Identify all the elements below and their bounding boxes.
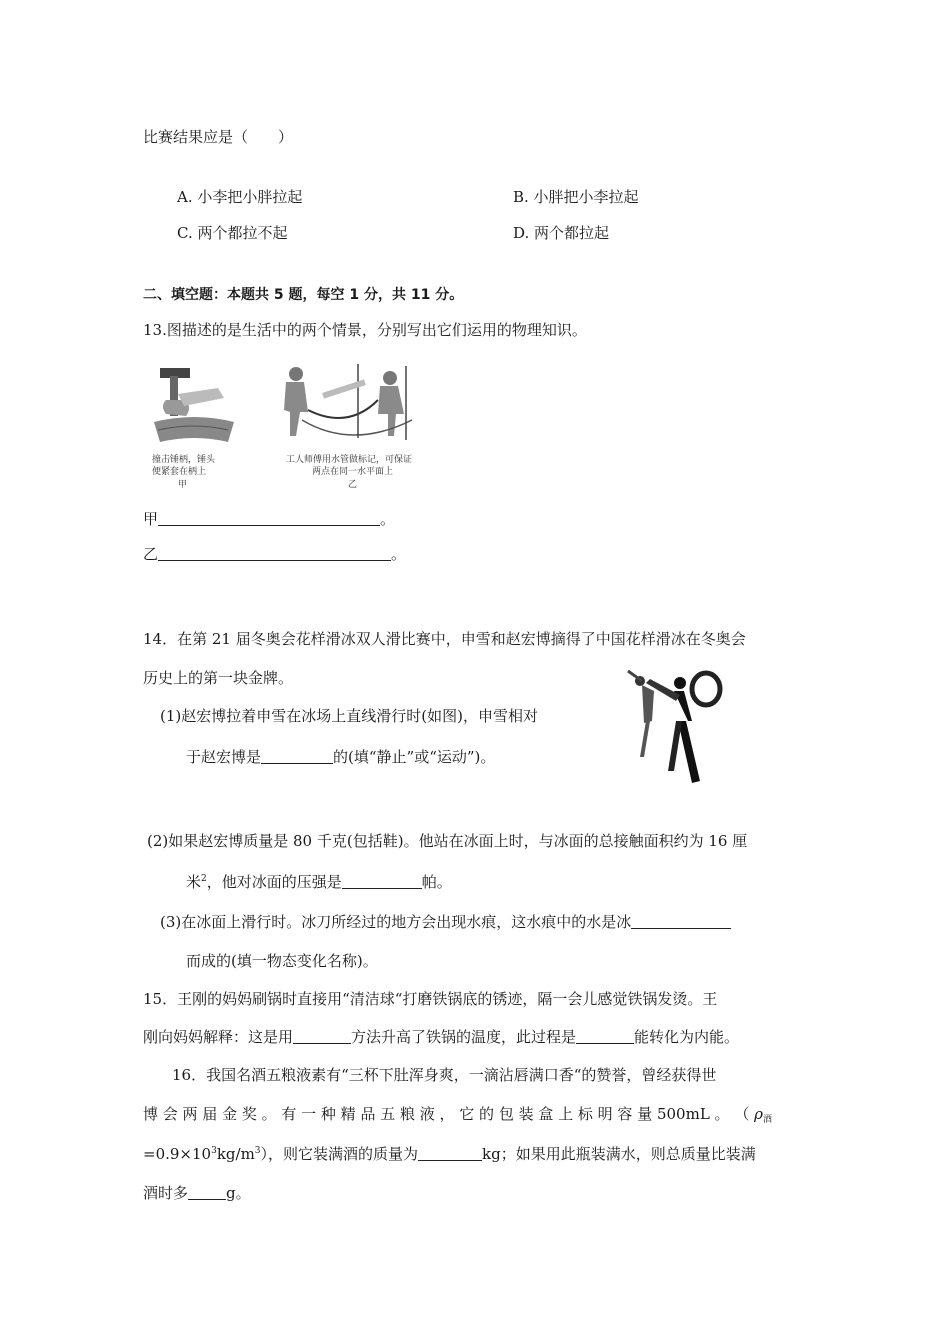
q13-blank-yi-prefix: 乙 bbox=[143, 545, 159, 563]
q12-option-c: C. 两个都拉不起 bbox=[177, 224, 288, 242]
q16-superscript-2: 3 bbox=[254, 1146, 261, 1156]
water-level-figure-label: 乙 bbox=[348, 480, 358, 490]
density-symbol: ρ bbox=[754, 1105, 763, 1123]
q16-line3 bbox=[143, 1146, 756, 1162]
q16-text-f: g。 bbox=[226, 1184, 251, 1202]
q14-part3-text: (3)在冰面上滑行时。冰刀所经过的地方会出现水痕，这水痕中的水是冰 bbox=[160, 913, 632, 931]
q16-line1: 16．我国名酒五粮液素有“三杯下肚浑身爽，一滴沾唇满口香“的赞誉，曾经获得世 bbox=[172, 1066, 717, 1084]
section-heading: 二、填空题：本题共 5 题，每空 1 分，共 11 分。 bbox=[143, 287, 464, 303]
water-level-caption-line1: 工人师傅用水管做标记，可保证 bbox=[286, 455, 413, 465]
q14-part2-text-c: 帕。 bbox=[421, 873, 452, 891]
q14-part3-line1 bbox=[160, 914, 731, 930]
density-subscript: 酒 bbox=[762, 1115, 772, 1125]
q16-text-c: ），则它装满酒的质量为 bbox=[260, 1145, 419, 1163]
q14-part2-superscript: 2 bbox=[201, 874, 207, 884]
q13-blank-yi-suffix: 。 bbox=[391, 545, 407, 563]
answer-blank[interactable] bbox=[576, 1029, 634, 1044]
answer-blank[interactable] bbox=[631, 914, 731, 929]
q16-superscript-1: 3 bbox=[211, 1146, 217, 1156]
q14-part3-line2: 而成的(填一物态变化名称)。 bbox=[186, 952, 378, 970]
answer-blank[interactable] bbox=[293, 1029, 351, 1044]
q14-stem-line1: 14．在第 21 届冬奥会花样滑冰双人滑比赛中，申雪和赵宏博摘得了中国花样滑冰在冬奥会 bbox=[143, 630, 746, 648]
answer-blank[interactable] bbox=[342, 874, 422, 889]
q16-text-line2: 博 会 两 届 金 奖 。 有 一 种 精 品 五 粮 液 ， 它 的 包 装 盒 上 标 明 容 量 500mL 。 （ bbox=[143, 1105, 750, 1123]
q14-part1-text-a: 于赵宏博是 bbox=[186, 748, 262, 766]
q16-text-b: kg/m bbox=[216, 1145, 255, 1163]
q13-blank-jia-suffix: 。 bbox=[380, 510, 396, 528]
q16-line4 bbox=[143, 1185, 251, 1201]
answer-blank[interactable] bbox=[158, 511, 380, 526]
answer-blank[interactable] bbox=[418, 1146, 482, 1161]
hammer-caption-line1: 撞击锤柄，锤头 bbox=[152, 455, 216, 465]
q13-figure-water-level bbox=[272, 360, 432, 490]
figure-skating-image-icon bbox=[618, 665, 730, 787]
q14-part1-line1: (1)赵宏博拉着申雪在冰场上直线滑行时(如图)，申雪相对 bbox=[160, 707, 538, 725]
q15-text-a: 刚向妈妈解释：这是用 bbox=[143, 1028, 294, 1046]
answer-blank[interactable] bbox=[188, 1185, 226, 1200]
q16-text-d: kg；如果用此瓶装满水，则总质量比装满 bbox=[482, 1145, 756, 1163]
q16-line2 bbox=[143, 1107, 772, 1125]
hammer-figure-label: 甲 bbox=[178, 480, 188, 490]
q15-line1: 15．王刚的妈妈刷锅时直接用“清洁球“打磨铁锅底的锈迹，隔一会儿感觉铁锅发烫。王 bbox=[143, 990, 718, 1008]
q16-text-e: 酒时多 bbox=[143, 1184, 189, 1202]
q12-option-d: D. 两个都拉起 bbox=[513, 224, 610, 242]
q13-blank-jia bbox=[143, 511, 395, 527]
q14-part1-text-b: 的(填“静止”或“运动”)。 bbox=[333, 748, 496, 766]
q14-figure-skaters bbox=[618, 665, 730, 787]
q13-figure-hammer bbox=[148, 360, 240, 490]
q13-blank-yi bbox=[143, 546, 406, 562]
q14-stem-line2: 历史上的第一块金牌。 bbox=[143, 669, 294, 687]
water-level-caption-line2: 两点在同一水平面上 bbox=[312, 467, 394, 477]
q12-option-b: B. 小胖把小李拉起 bbox=[513, 188, 639, 206]
q16-text-a: =0.9×10 bbox=[143, 1145, 212, 1163]
answer-blank[interactable] bbox=[261, 749, 333, 764]
q14-part2-text-a: 米 bbox=[186, 873, 202, 891]
q14-part2-line2 bbox=[186, 874, 452, 890]
q15-text-b: 方法升高了铁锅的温度，此过程是 bbox=[351, 1028, 577, 1046]
q14-part1-line2 bbox=[186, 749, 495, 765]
q14-part2-line1: (2)如果赵宏博质量是 80 千克(包括鞋)。他站在冰面上时，与冰面的总接触面积约为 16 厘 bbox=[147, 832, 748, 850]
q15-line2 bbox=[143, 1029, 739, 1045]
workers-water-level-image-icon bbox=[272, 360, 432, 450]
q13-blank-jia-prefix: 甲 bbox=[143, 510, 159, 528]
q14-part2-text-b: ，他对冰面的压强是 bbox=[206, 873, 342, 891]
hammer-caption-line2: 便紧套在柄上 bbox=[152, 467, 207, 477]
q15-text-c: 能转化为内能。 bbox=[634, 1028, 740, 1046]
answer-blank[interactable] bbox=[158, 546, 391, 561]
q12-stem-tail: 比赛结果应是（ ） bbox=[143, 128, 294, 146]
q12-option-a: A. 小李把小胖拉起 bbox=[177, 188, 303, 206]
hammer-image-icon bbox=[148, 360, 240, 450]
q13-stem: 13.图描述的是生活中的两个情景，分别写出它们运用的物理知识。 bbox=[143, 321, 587, 339]
